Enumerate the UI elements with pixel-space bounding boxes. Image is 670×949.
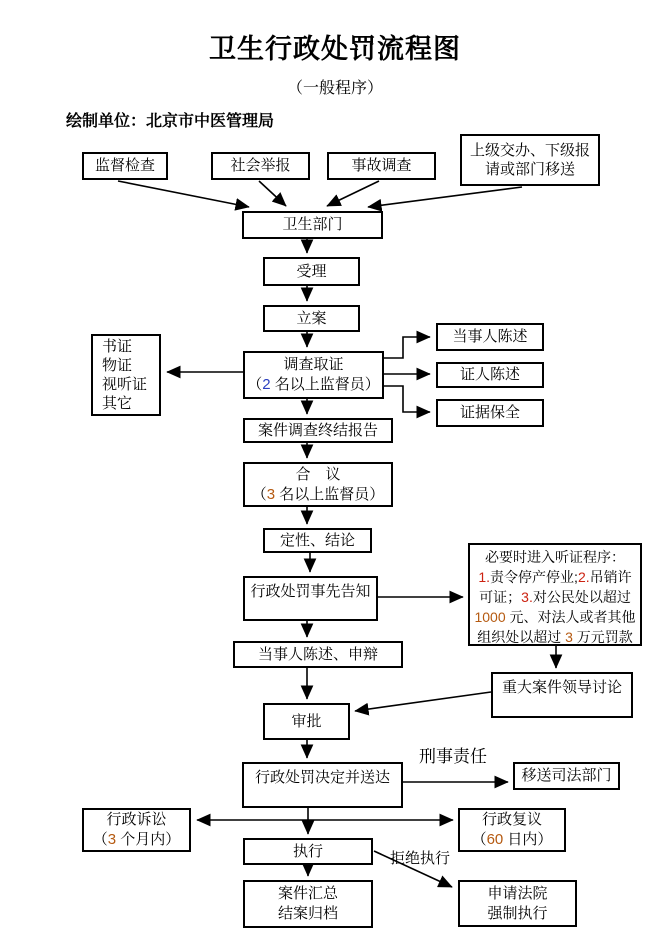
node-reconsideration: [458, 808, 566, 852]
node-accident-investigation: [327, 152, 436, 180]
node-approval: [263, 703, 350, 740]
node-supervision-check: [82, 152, 168, 180]
node-major-case-discussion: [491, 672, 633, 718]
node-judicial-transfer-label: 移送司法部门: [521, 767, 612, 785]
node-final-report-label: 案件调查终结报告: [257, 421, 378, 439]
deliberation-count: 3: [266, 485, 276, 503]
node-assign-transfer-label: 上级交办、下级报请或部门移送: [469, 141, 590, 178]
node-file-case: [263, 305, 360, 332]
evidence-type-physical: 物证: [102, 357, 133, 374]
node-supervision-check-label: 监督检查: [94, 157, 155, 175]
node-witness-statement-label: 证人陈述: [459, 366, 520, 384]
node-approval-label: 审批: [291, 712, 322, 730]
node-investigation-line1: 调查取证: [283, 356, 344, 374]
node-health-department: [242, 211, 383, 239]
node-execute: [243, 838, 373, 865]
node-evidence-preservation-label: 证据保全: [459, 404, 520, 422]
node-health-department-label: 卫生部门: [282, 216, 343, 234]
arrow-investigate-to-preserve: [384, 386, 430, 412]
node-accept: [263, 257, 360, 286]
litigation-months: 3: [107, 831, 117, 848]
node-reconsideration-line2: （60 日内）: [471, 831, 553, 848]
arrow-supervision-to-health: [118, 181, 249, 207]
node-conclusion: [263, 528, 372, 553]
page-subtitle: （一般程序）: [286, 80, 383, 97]
node-public-report-label: 社会举报: [230, 157, 291, 175]
node-investigation-line2: （2 名以上监督员）: [247, 376, 380, 393]
edge-label-criminal-liability: 刑事责任: [419, 747, 487, 766]
evidence-type-document: 书证: [102, 338, 133, 355]
evidence-type-audiovisual: 视听证: [102, 376, 148, 393]
node-final-report: [243, 418, 393, 443]
node-investigation: [243, 351, 384, 399]
reconsideration-days: 60: [486, 831, 504, 848]
node-hearing-procedure: [468, 543, 642, 646]
node-case-archive: [243, 880, 373, 928]
node-reconsideration-line1: 行政复议: [481, 811, 542, 829]
node-major-case-discussion-label: 重大案件领导讨论: [501, 679, 622, 696]
node-litigation-line1: 行政诉讼: [106, 811, 167, 829]
node-conclusion-label: 定性、结论: [279, 531, 355, 549]
arrow-report-to-health: [259, 181, 286, 206]
node-party-statement-label: 当事人陈述: [452, 328, 528, 346]
node-witness-statement: [436, 362, 544, 388]
drawing-unit-label: 绘制单位：北京市中医管理局: [66, 113, 275, 130]
node-court-enforcement-line2: 强制执行: [487, 904, 548, 922]
arrow-accident-to-health: [327, 181, 379, 206]
node-litigation: [82, 808, 191, 852]
arrow-major-case-to-approval: [355, 692, 491, 711]
node-litigation-line2: （3 个月内）: [92, 831, 181, 848]
node-case-archive-line2: 结案归档: [277, 905, 338, 922]
node-party-defense-label: 当事人陈述、申辩: [257, 645, 378, 663]
node-case-archive-line1: 案件汇总: [277, 885, 338, 903]
node-prior-notice-label: 行政处罚事先告知: [250, 583, 371, 600]
arrow-investigate-to-party-statement: [384, 337, 430, 358]
arrow-assign-to-health: [368, 187, 522, 207]
node-public-report: [211, 152, 310, 180]
node-judicial-transfer: [513, 762, 620, 790]
node-prior-notice: [243, 576, 378, 621]
node-assign-transfer: [460, 134, 600, 186]
node-deliberation-line1: 合 议: [295, 465, 341, 483]
evidence-type-other: 其它: [102, 395, 133, 412]
node-execute-label: 执行: [292, 842, 323, 860]
node-court-enforcement-line1: 申请法院: [487, 884, 548, 902]
node-party-statement: [436, 323, 544, 351]
node-accident-investigation-label: 事故调查: [351, 157, 412, 175]
hearing-text: 必要时进入听证程序： 1.责令停产停业;2.吊销许可证；3.对公民处以超过 1000 元、对法人或者其他组织处以超过 3 万元罚款: [474, 549, 636, 645]
node-deliberation: [243, 462, 393, 507]
node-accept-label: 受理: [296, 262, 327, 280]
node-evidence-preservation: [436, 399, 544, 427]
node-evidence-types: [91, 334, 161, 416]
page-title: 卫生行政处罚流程图: [209, 34, 461, 64]
node-deliberation-line2: （3 名以上监督员）: [251, 485, 385, 503]
node-punishment-decision: [242, 762, 403, 808]
supervisor-count: 2: [262, 376, 271, 393]
node-punishment-decision-label: 行政处罚决定并送达: [254, 769, 390, 786]
node-party-defense: [233, 641, 403, 668]
node-court-enforcement: [458, 880, 577, 927]
edge-label-refuse-execute: 拒绝执行: [390, 850, 451, 867]
node-file-case-label: 立案: [296, 309, 327, 327]
